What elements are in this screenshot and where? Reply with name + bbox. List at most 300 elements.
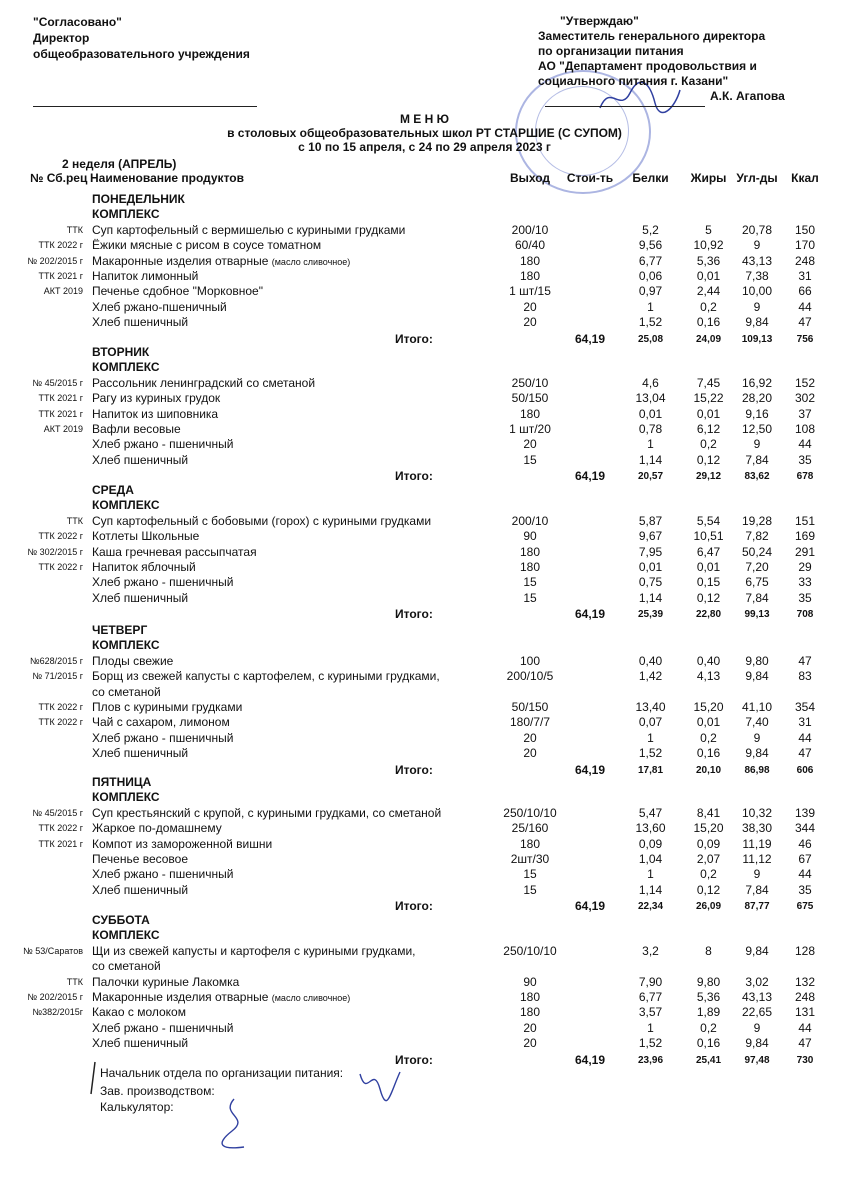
carbs-value: 28,20 — [741, 391, 773, 406]
recipe-code: ТТК 2022 г — [38, 702, 83, 712]
kcal-value: 35 — [798, 590, 812, 605]
portion-output: 50/150 — [511, 700, 549, 714]
carbs-value: 41,10 — [741, 700, 773, 714]
total-protein: 23,96 — [637, 1054, 664, 1066]
carbs-value: 9,84 — [745, 746, 769, 761]
recipe-code: № 202/2015 г — [27, 255, 83, 266]
total-kcal: 756 — [796, 333, 814, 345]
portion-output: 15 — [523, 867, 537, 882]
dish-name-text: Хлеб ржано - пшеничный — [92, 867, 234, 882]
set-name: КОМПЛЕКС — [92, 498, 160, 513]
carbs-value: 7,84 — [745, 882, 769, 897]
carbs-value: 9,80 — [745, 653, 769, 668]
day-name: ВТОРНИК — [92, 345, 150, 359]
kcal-value: 150 — [794, 222, 816, 237]
protein-value: 1,52 — [638, 746, 663, 761]
protein-value: 7,95 — [638, 544, 663, 559]
signature-head — [355, 1064, 405, 1104]
protein-value: 1,14 — [638, 882, 663, 897]
carbs-value: 7,84 — [745, 452, 769, 467]
total-carbs: 97,48 — [744, 1054, 770, 1066]
approval-right-line1: "Утверждаю" — [560, 14, 639, 28]
menu-item-row — [0, 654, 849, 669]
total-kcal: 675 — [796, 901, 814, 913]
total-label: Итого: — [395, 899, 433, 914]
menu-item-row — [0, 821, 849, 836]
total-cost: 64,19 — [574, 1052, 606, 1067]
protein-value: 1,42 — [638, 669, 663, 684]
fat-value: 5 — [705, 222, 712, 237]
signature-calculator — [212, 1095, 257, 1155]
kcal-value: 132 — [794, 974, 816, 989]
carbs-value: 43,13 — [741, 253, 773, 268]
total-label: Итого: — [395, 469, 433, 484]
menu-item-row — [0, 269, 849, 284]
recipe-code: № 45/2015 г — [32, 377, 83, 388]
total-kcal: 606 — [796, 764, 814, 776]
set-name: КОМПЛЕКС — [92, 360, 160, 375]
portion-output: 180 — [519, 1005, 541, 1020]
portion-output: 60/40 — [514, 238, 546, 253]
col-kcal: Ккал — [791, 171, 819, 185]
dish-name — [92, 1005, 186, 1020]
dish-name — [92, 529, 199, 544]
total-protein: 25,08 — [637, 333, 664, 345]
protein-value: 1 — [647, 437, 654, 452]
protein-value: 5,87 — [638, 513, 663, 528]
kcal-value: 47 — [798, 653, 812, 668]
dish-note: (масло сливочное) — [271, 993, 351, 1003]
total-label: Итого: — [395, 331, 433, 346]
kcal-value: 47 — [798, 315, 812, 330]
fat-value: 0,16 — [696, 315, 721, 330]
kcal-value: 139 — [794, 805, 816, 820]
dish-name — [92, 545, 257, 560]
carbs-value: 3,02 — [745, 974, 769, 989]
carbs-value: 10,00 — [741, 284, 773, 299]
menu-item-row — [0, 575, 849, 590]
dish-name — [92, 591, 188, 606]
portion-output: 180 — [519, 560, 541, 574]
recipe-code: ТТК — [66, 976, 83, 987]
kcal-value: 151 — [794, 513, 816, 528]
protein-value: 0,78 — [638, 422, 663, 436]
dish-name — [92, 254, 350, 270]
total-carbs: 87,77 — [744, 901, 770, 913]
dish-name-text: Компот из замороженной вишни — [92, 836, 273, 851]
total-kcal: 730 — [796, 1054, 814, 1066]
dish-name — [92, 990, 350, 1006]
dish-name — [92, 654, 173, 669]
menu-item-row — [0, 376, 849, 391]
dish-name — [92, 975, 239, 990]
protein-value: 5,2 — [642, 222, 659, 237]
day-heading — [0, 623, 849, 638]
recipe-code: № 302/2015 г — [27, 546, 83, 557]
dish-name — [92, 269, 198, 284]
kcal-value: 46 — [798, 836, 812, 851]
approval-right-line5: социального питания г. Казани" — [538, 74, 729, 88]
portion-output: 20 — [523, 437, 537, 452]
protein-value: 5,47 — [638, 805, 663, 820]
footer-head-of-department: Начальник отдела по организации питания: — [100, 1066, 344, 1080]
dish-name — [92, 575, 233, 590]
dish-name-text: Напиток яблочный — [92, 560, 196, 574]
dish-name — [92, 453, 188, 468]
menu-item-row — [0, 545, 849, 560]
recipe-code: ТТК 2022 г — [38, 531, 83, 542]
carbs-value: 22,65 — [741, 1005, 773, 1020]
kcal-value: 108 — [794, 422, 816, 436]
col-code: № Сб.рец — [30, 171, 88, 185]
total-label: Итого: — [395, 762, 433, 777]
day-heading — [0, 483, 849, 498]
kcal-value: 47 — [798, 1036, 812, 1051]
recipe-code: АКТ 2019 — [43, 286, 83, 297]
signature-line-left — [33, 106, 257, 107]
carbs-value: 9 — [753, 299, 761, 314]
col-cost: Стои-ть — [566, 171, 614, 185]
portion-output: 20 — [523, 299, 537, 314]
dish-name-text: Какао с молоком — [92, 1005, 186, 1020]
approval-right-line3: по организации питания — [538, 44, 684, 58]
recipe-code: ТТК 2022 г — [38, 562, 83, 572]
dish-name-continued: со сметаной — [92, 684, 161, 699]
carbs-value: 9 — [753, 238, 761, 253]
protein-value: 7,90 — [638, 974, 663, 989]
menu-item-row — [0, 315, 849, 330]
carbs-value: 9 — [753, 867, 761, 882]
dish-name-text: Плоды свежие — [92, 653, 174, 668]
carbs-value: 7,20 — [745, 560, 769, 574]
total-carbs: 86,98 — [744, 764, 770, 776]
footer-bracket-mark — [88, 1060, 98, 1096]
dish-name-text: Палочки куриные Лакомка — [92, 974, 240, 989]
fat-value: 0,01 — [696, 560, 721, 574]
menu-item-row — [0, 560, 849, 575]
recipe-code: №628/2015 г — [30, 655, 83, 666]
total-fat: 22,80 — [695, 609, 722, 621]
kcal-value: 44 — [798, 299, 812, 314]
protein-value: 6,77 — [638, 990, 663, 1004]
protein-value: 13,60 — [635, 821, 666, 836]
day-heading — [0, 345, 849, 360]
kcal-value: 37 — [798, 406, 812, 421]
menu-subtitle: в столовых общеобразовательных школ РТ СТАРШИЕ (С СУПОМ) — [227, 126, 622, 140]
portion-output: 20 — [523, 1036, 537, 1051]
portion-output: 250/10/10 — [503, 943, 557, 958]
menu-item-row — [0, 391, 849, 406]
dish-name-text: Хлеб пшеничный — [92, 1036, 189, 1051]
protein-value: 1 — [647, 1020, 654, 1035]
protein-value: 1 — [647, 730, 654, 745]
kcal-value: 66 — [798, 284, 812, 299]
approval-left-line3: общеобразовательного учреждения — [33, 47, 250, 61]
dish-name-text: Напиток лимонный — [92, 269, 199, 283]
approval-left-line2: Директор — [33, 31, 90, 45]
day-name: СРЕДА — [92, 483, 134, 497]
dish-name — [92, 407, 218, 422]
menu-item-row-continued — [0, 685, 849, 700]
portion-output: 180 — [519, 253, 541, 268]
dish-name-text: Макаронные изделия отварные — [92, 990, 269, 1004]
col-fat: Жиры — [690, 171, 727, 185]
fat-value: 9,80 — [696, 974, 721, 989]
protein-value: 13,40 — [635, 700, 666, 714]
fat-value: 0,01 — [696, 269, 721, 283]
dish-name-text: Суп картофельный с вермишелью с куриными грудками — [92, 222, 406, 237]
portion-output: 200/10 — [511, 513, 549, 528]
total-cost: 64,19 — [574, 331, 606, 346]
protein-value: 1,04 — [638, 852, 663, 866]
menu-item-row — [0, 223, 849, 238]
recipe-code: №382/2015г — [32, 1007, 83, 1018]
set-heading — [0, 360, 849, 375]
menu-item-row — [0, 1036, 849, 1051]
portion-output: 200/10 — [511, 222, 549, 237]
portion-output: 15 — [523, 590, 537, 605]
dish-name-text: Жаркое по-домашнему — [92, 821, 222, 836]
set-heading — [0, 207, 849, 222]
dish-name — [92, 883, 188, 898]
fat-value: 5,36 — [696, 253, 721, 268]
carbs-value: 16,92 — [741, 375, 773, 390]
kcal-value: 31 — [798, 269, 812, 283]
dish-name-text: Рагу из куриных грудок — [92, 391, 221, 406]
day-heading — [0, 913, 849, 928]
set-name: КОМПЛЕКС — [92, 928, 160, 943]
total-carbs: 109,13 — [741, 333, 773, 345]
fat-value: 8 — [705, 943, 712, 958]
recipe-code: № 202/2015 г — [27, 992, 83, 1002]
set-name: КОМПЛЕКС — [92, 207, 160, 222]
approval-right-line4: АО "Департамент продовольствия и — [538, 59, 757, 73]
total-label: Итого: — [395, 1052, 433, 1067]
dish-name-text: Котлеты Школьные — [92, 529, 200, 544]
kcal-value: 169 — [794, 529, 816, 544]
carbs-value: 9,84 — [745, 1036, 769, 1051]
dish-name — [92, 746, 188, 761]
dish-name-text: Хлеб ржано-пшеничный — [92, 299, 227, 314]
carbs-value: 50,24 — [741, 544, 773, 559]
total-row — [0, 899, 849, 914]
fat-value: 6,47 — [696, 544, 721, 559]
carbs-value: 11,19 — [742, 836, 772, 851]
portion-output: 25/160 — [511, 821, 549, 836]
fat-value: 0,12 — [696, 452, 721, 467]
total-cost: 64,19 — [574, 469, 606, 484]
portion-output: 100 — [519, 653, 541, 668]
kcal-value: 131 — [794, 1005, 816, 1020]
fat-value: 10,51 — [693, 529, 724, 544]
portion-output: 15 — [523, 882, 537, 897]
dish-name — [92, 669, 440, 684]
carbs-value: 11,12 — [742, 852, 772, 866]
fat-value: 0,12 — [696, 882, 721, 897]
dish-name-text: Суп крестьянский с крупой, с куриными грудками, со сметаной — [92, 805, 442, 820]
dish-name — [92, 715, 230, 730]
protein-value: 1,52 — [638, 315, 663, 330]
dish-name-text: Хлеб пшеничный — [92, 746, 189, 761]
dish-name-text: Чай с сахаром, лимоном — [92, 715, 230, 730]
total-carbs: 99,13 — [744, 609, 770, 621]
total-fat: 24,09 — [695, 333, 722, 345]
portion-output: 20 — [523, 315, 537, 330]
dish-name — [92, 867, 233, 882]
dish-name-text: Ёжики мясные с рисом в соусе томатном — [92, 238, 322, 253]
total-protein: 20,57 — [637, 471, 664, 483]
menu-item-row — [0, 407, 849, 422]
kcal-value: 44 — [798, 1020, 812, 1035]
portion-output: 250/10/10 — [503, 805, 557, 820]
set-heading — [0, 638, 849, 653]
fat-value: 6,12 — [696, 422, 721, 436]
day-name: СУББОТА — [92, 913, 150, 927]
menu-item-row — [0, 453, 849, 468]
dish-name — [92, 560, 196, 575]
menu-title: М Е Н Ю — [399, 112, 450, 126]
portion-output: 180 — [519, 406, 541, 421]
dish-name — [92, 422, 181, 437]
fat-value: 5,54 — [696, 513, 721, 528]
dish-name-text: Хлеб ржано - пшеничный — [92, 730, 234, 745]
dish-name — [92, 284, 263, 299]
dish-name-text: Рассольник ленинградский со сметаной — [92, 375, 316, 390]
total-fat: 20,10 — [695, 764, 722, 776]
dish-name-text: Макаронные изделия отварные — [92, 253, 269, 268]
menu-item-row — [0, 990, 849, 1005]
portion-output: 180 — [519, 544, 541, 559]
menu-dates: с 10 по 15 апреля, с 24 по 29 апреля 2023 г — [298, 140, 551, 154]
dish-name-text: Хлеб пшеничный — [92, 590, 189, 605]
dish-name — [92, 1036, 188, 1051]
total-carbs: 83,62 — [744, 471, 770, 483]
col-carbs: Угл-ды — [736, 171, 778, 185]
total-label: Итого: — [395, 607, 433, 622]
set-heading — [0, 498, 849, 513]
menu-item-row — [0, 746, 849, 761]
dish-name-text: Борщ из свежей капусты с картофелем, с куриными грудками, — [92, 669, 440, 684]
portion-output: 90 — [523, 529, 537, 544]
kcal-value: 29 — [798, 560, 812, 574]
protein-value: 0,75 — [638, 575, 663, 590]
set-heading — [0, 790, 849, 805]
total-kcal: 678 — [796, 471, 814, 483]
dish-name — [92, 852, 188, 867]
dish-name-text: Напиток из шиповника — [92, 406, 219, 421]
dish-name — [92, 837, 272, 852]
fat-value: 15,22 — [693, 391, 724, 406]
recipe-code: № 71/2015 г — [32, 671, 83, 682]
carbs-value: 9,16 — [745, 406, 769, 421]
day-heading — [0, 775, 849, 790]
total-fat: 26,09 — [695, 901, 722, 913]
menu-item-row-continued — [0, 959, 849, 974]
dish-name — [92, 806, 441, 821]
dish-name-text: Хлеб пшеничный — [92, 315, 189, 330]
dish-name — [92, 391, 220, 406]
portion-output: 1 шт/20 — [509, 422, 551, 436]
menu-item-row — [0, 837, 849, 852]
dish-name — [92, 1021, 233, 1036]
dish-name — [92, 821, 222, 836]
portion-output: 15 — [523, 575, 537, 590]
protein-value: 0,40 — [638, 653, 663, 668]
protein-value: 0,06 — [638, 269, 663, 283]
recipe-code: ТТК — [66, 515, 83, 526]
recipe-code: АКТ 2019 — [43, 424, 83, 434]
carbs-value: 9,84 — [745, 669, 769, 684]
carbs-value: 12,50 — [741, 422, 773, 436]
menu-item-row — [0, 944, 849, 959]
kcal-value: 128 — [794, 943, 816, 958]
dish-name-text: Хлеб ржано - пшеничный — [92, 437, 234, 452]
fat-value: 0,2 — [700, 1020, 717, 1035]
fat-value: 7,45 — [696, 375, 721, 390]
carbs-value: 9,84 — [745, 943, 769, 958]
menu-item-row — [0, 437, 849, 452]
recipe-code: ТТК 2021 г — [38, 393, 83, 404]
dish-name — [92, 300, 227, 315]
fat-value: 2,44 — [696, 284, 721, 299]
kcal-value: 302 — [794, 391, 816, 406]
fat-value: 0,15 — [696, 575, 721, 590]
kcal-value: 44 — [798, 867, 812, 882]
week-label: 2 неделя (АПРЕЛЬ) — [62, 157, 177, 171]
total-cost: 64,19 — [574, 762, 606, 777]
protein-value: 0,01 — [638, 560, 663, 574]
protein-value: 13,04 — [635, 391, 666, 406]
menu-item-row — [0, 1021, 849, 1036]
carbs-value: 10,32 — [741, 805, 773, 820]
fat-value: 15,20 — [693, 700, 724, 714]
dish-name-text: Печенье весовое — [92, 852, 189, 866]
signature-line-right — [545, 106, 705, 107]
total-kcal: 708 — [796, 609, 814, 621]
fat-value: 0,2 — [700, 437, 717, 452]
recipe-code: ТТК 2022 г — [38, 240, 83, 251]
col-name: Наименование продуктов — [90, 171, 244, 185]
carbs-value: 9 — [753, 437, 761, 452]
kcal-value: 291 — [794, 544, 816, 559]
protein-value: 1,14 — [638, 452, 663, 467]
protein-value: 6,77 — [638, 253, 663, 268]
dish-name-text: Вафли весовые — [92, 422, 181, 436]
total-row — [0, 607, 849, 622]
total-protein: 22,34 — [637, 901, 664, 913]
carbs-value: 9,84 — [745, 315, 769, 330]
menu-item-row — [0, 852, 849, 867]
col-output: Выход — [509, 171, 551, 185]
total-protein: 17,81 — [637, 764, 664, 776]
protein-value: 1,14 — [638, 590, 663, 605]
total-fat: 25,41 — [695, 1054, 722, 1066]
fat-value: 0,01 — [696, 406, 721, 421]
fat-value: 0,2 — [700, 730, 717, 745]
kcal-value: 35 — [798, 882, 812, 897]
fat-value: 0,09 — [696, 836, 721, 851]
column-header — [0, 171, 849, 186]
protein-value: 1,52 — [638, 1036, 663, 1051]
total-protein: 25,39 — [637, 609, 664, 621]
carbs-value: 7,38 — [745, 269, 769, 283]
col-protein: Белки — [632, 171, 669, 185]
portion-output: 180/7/7 — [509, 715, 551, 730]
protein-value: 0,97 — [638, 284, 663, 299]
kcal-value: 67 — [798, 852, 812, 866]
menu-item-row — [0, 715, 849, 730]
approval-left-line1: "Согласовано" — [33, 15, 122, 29]
